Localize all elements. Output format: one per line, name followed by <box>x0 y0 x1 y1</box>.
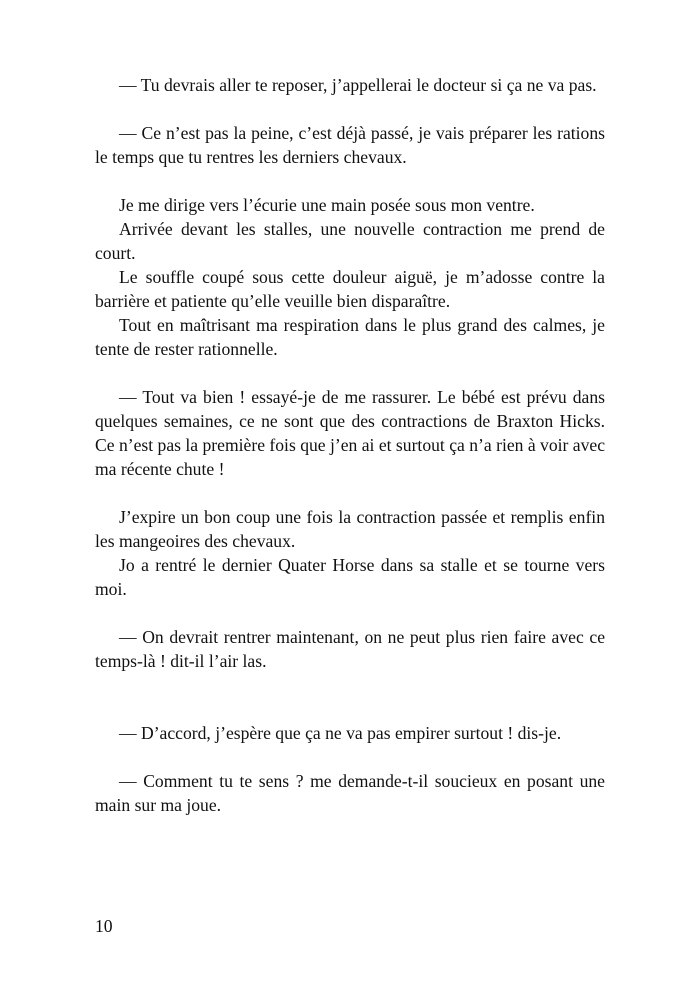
page-number: 10 <box>95 916 113 936</box>
page-body <box>95 73 605 817</box>
paragraph: — Tu devrais aller te reposer, j’appellerai le docteur si ça ne va pas. <box>119 75 597 95</box>
paragraph: Le souffle coupé sous cette douleur aiguë, je m’adosse contre la barrière et patiente qu’elle veuille bien disparaître. <box>95 267 605 311</box>
paragraph: Tout en maîtrisant ma respiration dans le plus grand des calmes, je tente de rester rationnelle. <box>95 315 605 359</box>
paragraph: J’expire un bon coup une fois la contraction passée et remplis enfin les mangeoires des chevaux. <box>95 507 605 551</box>
paragraph: Je me dirige vers l’écurie une main posée sous mon ventre. <box>119 195 535 215</box>
paragraph: Arrivée devant les stalles, une nouvelle contraction me prend de court. <box>95 219 605 263</box>
paragraph: — On devrait rentrer maintenant, on ne peut plus rien faire avec ce temps-là ! dit-il l’air las. <box>95 627 605 671</box>
paragraph: — Comment tu te sens ? me demande-t-il soucieux en posant une main sur ma joue. <box>95 771 605 815</box>
paragraph: — Tout va bien ! essayé-je de me rassurer. Le bébé est prévu dans quelques semaines, ce ne sont que des contractions de Braxton Hicks. Ce n’est pas la première fois que j’en ai et surtout ça n’a rien à voir avec ma récente chute ! <box>95 387 606 479</box>
paragraph: Jo a rentré le dernier Quater Horse dans sa stalle et se tourne vers moi. <box>95 555 605 599</box>
paragraph: — D’accord, j’espère que ça ne va pas empirer surtout ! dis-je. <box>119 723 562 743</box>
paragraph: — Ce n’est pas la peine, c’est déjà passé, je vais préparer les rations le temps que tu rentres les derniers chevaux. <box>95 123 605 167</box>
